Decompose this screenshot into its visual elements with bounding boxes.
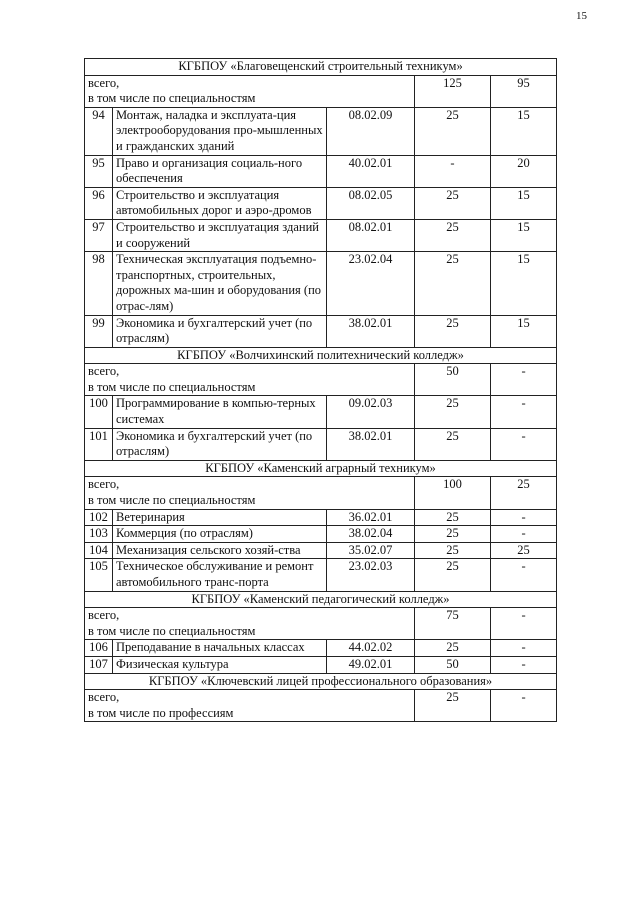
budget-places: 25 [415, 252, 491, 315]
org-name: КГБПОУ «Каменский аграрный техникум» [85, 460, 557, 477]
total-label-cell [85, 477, 415, 509]
extra-places: - [491, 640, 557, 657]
specialty-name: Экономика и бухгалтерский учет (по отраслям) [113, 315, 327, 347]
budget-places: 25 [415, 187, 491, 219]
extra-places: - [491, 509, 557, 526]
total-label-cell [85, 75, 415, 107]
budget-places: 25 [415, 509, 491, 526]
total-extra: 95 [491, 75, 557, 107]
extra-places: 15 [491, 107, 557, 155]
total-label: всего, [88, 608, 120, 623]
specialty-code: 44.02.02 [327, 640, 415, 657]
specialty-name: Монтаж, наладка и эксплуата-ция электрооборудования про-мышленных и гражданских зданий [113, 107, 327, 155]
budget-places: - [415, 155, 491, 187]
row-number: 106 [85, 640, 113, 657]
extra-places: - [491, 656, 557, 673]
org-header-row [85, 673, 557, 690]
budget-places: 25 [415, 315, 491, 347]
page-number: 15 [576, 10, 587, 22]
row-number: 95 [85, 155, 113, 187]
row-number: 97 [85, 219, 113, 251]
budget-places: 25 [415, 559, 491, 591]
specialty-code: 38.02.01 [327, 428, 415, 460]
specialty-code: 36.02.01 [327, 509, 415, 526]
specialty-code: 40.02.01 [327, 155, 415, 187]
table-row [85, 656, 557, 673]
subtotal-label: в том числе по специальностям [88, 379, 256, 394]
specialty-code: 09.02.03 [327, 396, 415, 428]
row-number: 105 [85, 559, 113, 591]
total-budget: 125 [415, 75, 491, 107]
row-number: 94 [85, 107, 113, 155]
table-row [85, 155, 557, 187]
org-header-row [85, 591, 557, 608]
specialty-code: 23.02.03 [327, 559, 415, 591]
total-row [85, 75, 557, 107]
specialty-name: Физическая культура [113, 656, 327, 673]
table-row [85, 107, 557, 155]
extra-places: 15 [491, 187, 557, 219]
row-number: 98 [85, 252, 113, 315]
specialty-name: Экономика и бухгалтерский учет (по отраслям) [113, 428, 327, 460]
total-label: всего, [88, 690, 120, 705]
subtotal-label: в том числе по специальностям [88, 493, 256, 508]
org-name: КГБПОУ «Благовещенский строительный техникум» [85, 59, 557, 76]
specialty-name: Право и организация социаль-ного обеспечения [113, 155, 327, 187]
row-number: 96 [85, 187, 113, 219]
budget-places: 25 [415, 396, 491, 428]
total-extra: - [491, 364, 557, 396]
table-row [85, 640, 557, 657]
extra-places: - [491, 396, 557, 428]
total-label-cell [85, 690, 415, 722]
org-header-row [85, 59, 557, 76]
extra-places: - [491, 428, 557, 460]
extra-places: 15 [491, 315, 557, 347]
total-label: всего, [88, 75, 120, 90]
budget-places: 25 [415, 219, 491, 251]
table-row [85, 252, 557, 315]
row-number: 107 [85, 656, 113, 673]
specialty-code: 38.02.04 [327, 526, 415, 543]
row-number: 104 [85, 542, 113, 559]
specialty-name: Техническое обслуживание и ремонт автомобильного транс-порта [113, 559, 327, 591]
org-name: КГБПОУ «Ключевский лицей профессионального образования» [85, 673, 557, 690]
table-row [85, 315, 557, 347]
extra-places: 15 [491, 219, 557, 251]
table-row [85, 396, 557, 428]
total-row [85, 364, 557, 396]
total-label: всего, [88, 477, 120, 492]
total-row [85, 608, 557, 640]
budget-places: 25 [415, 542, 491, 559]
row-number: 100 [85, 396, 113, 428]
total-budget: 100 [415, 477, 491, 509]
org-name: КГБПОУ «Волчихинский политехнический колледж» [85, 347, 557, 364]
total-budget: 25 [415, 690, 491, 722]
specialty-code: 23.02.04 [327, 252, 415, 315]
org-header-row [85, 460, 557, 477]
admission-table [84, 58, 557, 722]
specialty-name: Строительство и эксплуатация автомобильных дорог и аэро-дромов [113, 187, 327, 219]
table-row [85, 187, 557, 219]
row-number: 102 [85, 509, 113, 526]
org-header-row [85, 347, 557, 364]
specialty-code: 38.02.01 [327, 315, 415, 347]
specialty-name: Техническая эксплуатация подъемно-транспортных, строительных, дорожных ма-шин и оборудования (по отрас-лям) [113, 252, 327, 315]
table-row [85, 509, 557, 526]
total-extra: - [491, 608, 557, 640]
total-label: всего, [88, 364, 120, 379]
row-number: 99 [85, 315, 113, 347]
budget-places: 50 [415, 656, 491, 673]
specialty-name: Программирование в компью-терных системах [113, 396, 327, 428]
specialty-code: 49.02.01 [327, 656, 415, 673]
row-number: 101 [85, 428, 113, 460]
budget-places: 25 [415, 428, 491, 460]
subtotal-label: в том числе по профессиям [88, 705, 234, 720]
table-row [85, 428, 557, 460]
table-row [85, 542, 557, 559]
specialty-name: Строительство и эксплуатация зданий и сооружений [113, 219, 327, 251]
total-row [85, 477, 557, 509]
total-budget: 50 [415, 364, 491, 396]
specialty-name: Ветеринария [113, 509, 327, 526]
total-budget: 75 [415, 608, 491, 640]
extra-places: 25 [491, 542, 557, 559]
total-label-cell [85, 608, 415, 640]
specialty-name: Коммерция (по отраслям) [113, 526, 327, 543]
specialty-code: 08.02.01 [327, 219, 415, 251]
total-extra: - [491, 690, 557, 722]
extra-places: 15 [491, 252, 557, 315]
subtotal-label: в том числе по специальностям [88, 623, 256, 638]
table-row [85, 219, 557, 251]
row-number: 103 [85, 526, 113, 543]
subtotal-label: в том числе по специальностям [88, 91, 256, 106]
total-extra: 25 [491, 477, 557, 509]
specialty-name: Механизация сельского хозяй-ства [113, 542, 327, 559]
table-row [85, 559, 557, 591]
total-row [85, 690, 557, 722]
specialty-code: 08.02.05 [327, 187, 415, 219]
org-name: КГБПОУ «Каменский педагогический колледж» [85, 591, 557, 608]
specialty-code: 08.02.09 [327, 107, 415, 155]
extra-places: - [491, 526, 557, 543]
specialty-code: 35.02.07 [327, 542, 415, 559]
extra-places: - [491, 559, 557, 591]
budget-places: 25 [415, 107, 491, 155]
specialty-name: Преподавание в начальных классах [113, 640, 327, 657]
extra-places: 20 [491, 155, 557, 187]
budget-places: 25 [415, 526, 491, 543]
table-row [85, 526, 557, 543]
budget-places: 25 [415, 640, 491, 657]
total-label-cell [85, 364, 415, 396]
